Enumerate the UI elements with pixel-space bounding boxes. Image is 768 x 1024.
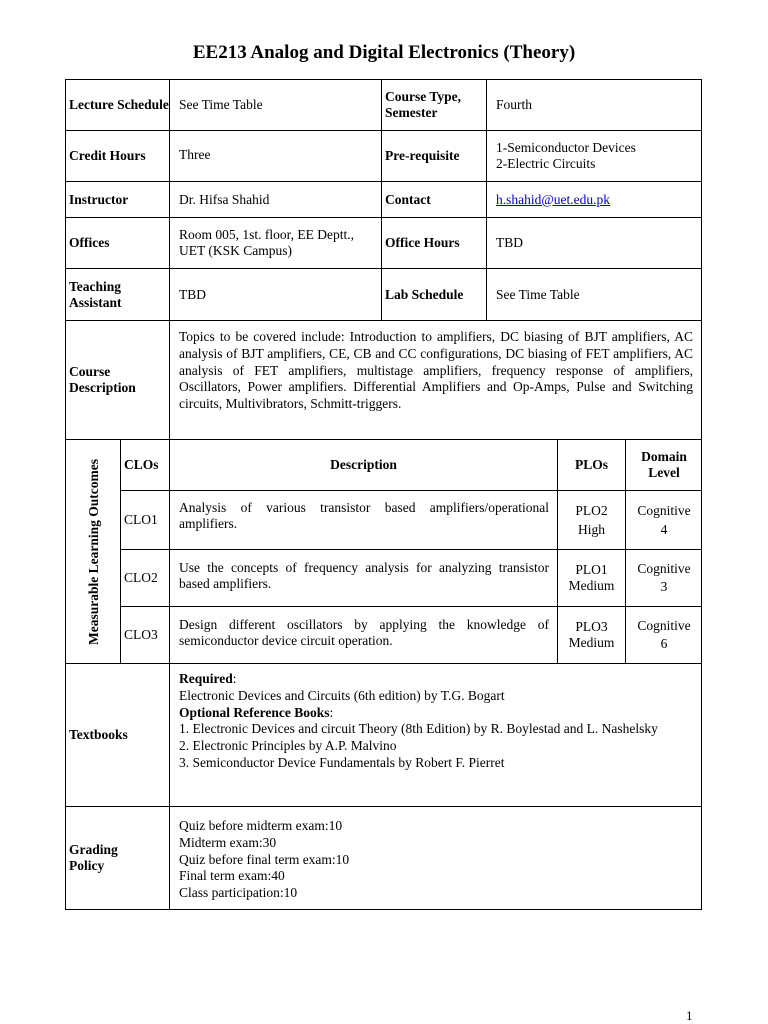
lecture-schedule-value: See Time Table	[179, 97, 263, 112]
optional-heading	[179, 705, 693, 722]
grading-item: Final term exam:40	[179, 868, 285, 884]
plo-level: Medium	[568, 578, 615, 593]
clo-description: Design different oscillators by applying the knowledge of semiconductor device circuit operation.	[179, 617, 549, 648]
textbooks-content	[170, 664, 701, 806]
clo-id: CLO1	[124, 512, 158, 527]
course-type-label: Course Type, Semester	[385, 89, 462, 120]
instructor-value: Dr. Hifsa Shahid	[179, 191, 270, 207]
required-colon: :	[232, 671, 237, 686]
domain-level: 3	[660, 579, 668, 594]
document-title: EE213 Analog and Digital Electronics (Theory)	[192, 42, 576, 63]
grading-item: Midterm exam:30	[179, 834, 277, 850]
required-heading	[179, 671, 693, 688]
grading-policy-label: Grading Policy	[69, 842, 118, 873]
domain-level: 6	[660, 636, 668, 651]
contact-email-link[interactable]: h.shahid@uet.edu.pk	[496, 191, 611, 207]
lab-schedule-label: Lab Schedule	[385, 286, 464, 302]
required-label: Required	[179, 671, 233, 686]
prerequisite-label: Pre-requisite	[385, 148, 460, 163]
contact-cell	[487, 182, 701, 217]
clos-header: CLOs	[124, 457, 159, 472]
contact-label: Contact	[385, 191, 431, 207]
measurable-learning-outcomes-text: Measurable Learning Outcomes	[86, 459, 102, 645]
office-hours-label: Office Hours	[385, 235, 460, 250]
course-type-value: Fourth	[496, 97, 533, 112]
offices-value: Room 005, 1st. floor, EE Deptt., UET (KSK Campus)	[179, 227, 354, 258]
optional-label: Optional Reference Books	[179, 704, 330, 720]
domain-name: Cognitive	[637, 503, 691, 518]
clo-domain	[626, 607, 702, 663]
lab-schedule-value: See Time Table	[496, 286, 580, 302]
required-book: Electronic Devices and Circuits (6th edition) by T.G. Bogart	[179, 687, 505, 703]
instructor-label: Instructor	[69, 191, 129, 207]
description-header: Description	[330, 457, 397, 472]
grading-item: Quiz before final term exam:10	[179, 851, 350, 867]
plo-id: PLO2	[575, 503, 608, 518]
domain-level-header: Domain Level	[641, 449, 687, 480]
plos-header: PLOs	[574, 457, 608, 472]
prerequisite-item: 2-Electric Circuits	[496, 156, 596, 171]
clo-plo	[558, 607, 625, 663]
prerequisite-value	[487, 131, 701, 181]
reference-book: 1. Electronic Devices and circuit Theory (8th Edition) by R. Boylestad and L. Nashelsky	[179, 721, 658, 737]
office-hours-value: TBD	[496, 235, 523, 250]
offices-label: Offices	[69, 235, 110, 250]
credit-hours-value: Three	[179, 147, 211, 162]
domain-level: 4	[660, 522, 668, 537]
clo-domain	[626, 491, 702, 549]
reference-book: 3. Semiconductor Device Fundamentals by Robert F. Pierret	[179, 754, 505, 770]
course-description-label: Course Description	[69, 364, 136, 395]
clo-id: CLO2	[124, 570, 158, 585]
clo-plo	[558, 491, 625, 549]
grading-item: Class participation:10	[179, 885, 298, 901]
course-description-text: Topics to be covered include: Introduction to amplifiers, DC biasing of BJT amplifiers, AC analysis of BJT amplifiers, CE, CB and CC configurations, DC biasing of FET amplifiers, AC analysis of FET amplifiers, multistage amplifiers, frequency response of amplifiers, Oscillators, Power amplifiers. Differential Amplifiers and Op-Amps, Pulse and Switching circuits, Multivibrators, Schmitt-triggers.	[179, 329, 693, 412]
plo-level: High	[578, 522, 605, 537]
clo-domain	[626, 550, 702, 606]
domain-name: Cognitive	[637, 618, 691, 633]
clo-plo	[558, 550, 625, 606]
clo-description: Use the concepts of frequency analysis for analyzing transistor based amplifiers.	[179, 560, 549, 591]
lecture-schedule-label: Lecture Schedule	[69, 97, 169, 112]
optional-colon: :	[329, 704, 334, 720]
grading-item: Quiz before midterm exam:10	[179, 818, 343, 833]
credit-hours-label: Credit Hours	[69, 148, 146, 163]
reference-book: 2. Electronic Principles by A.P. Malvino	[179, 738, 397, 754]
clo-id: CLO3	[124, 627, 158, 642]
textbooks-label: Textbooks	[69, 727, 128, 742]
domain-name: Cognitive	[637, 561, 691, 576]
clo-description: Analysis of various transistor based amplifiers/operational amplifiers.	[179, 500, 549, 531]
prerequisite-item: 1-Semiconductor Devices	[496, 140, 636, 155]
page-number: 1	[686, 1008, 693, 1023]
teaching-assistant-value: TBD	[179, 286, 206, 302]
plo-id: PLO3	[575, 619, 608, 634]
grading-policy-content	[170, 807, 701, 909]
measurable-learning-outcomes-label	[70, 440, 118, 664]
teaching-assistant-label: Teaching Assistant	[69, 278, 122, 310]
plo-level: Medium	[568, 635, 615, 650]
plo-id: PLO1	[575, 562, 608, 577]
